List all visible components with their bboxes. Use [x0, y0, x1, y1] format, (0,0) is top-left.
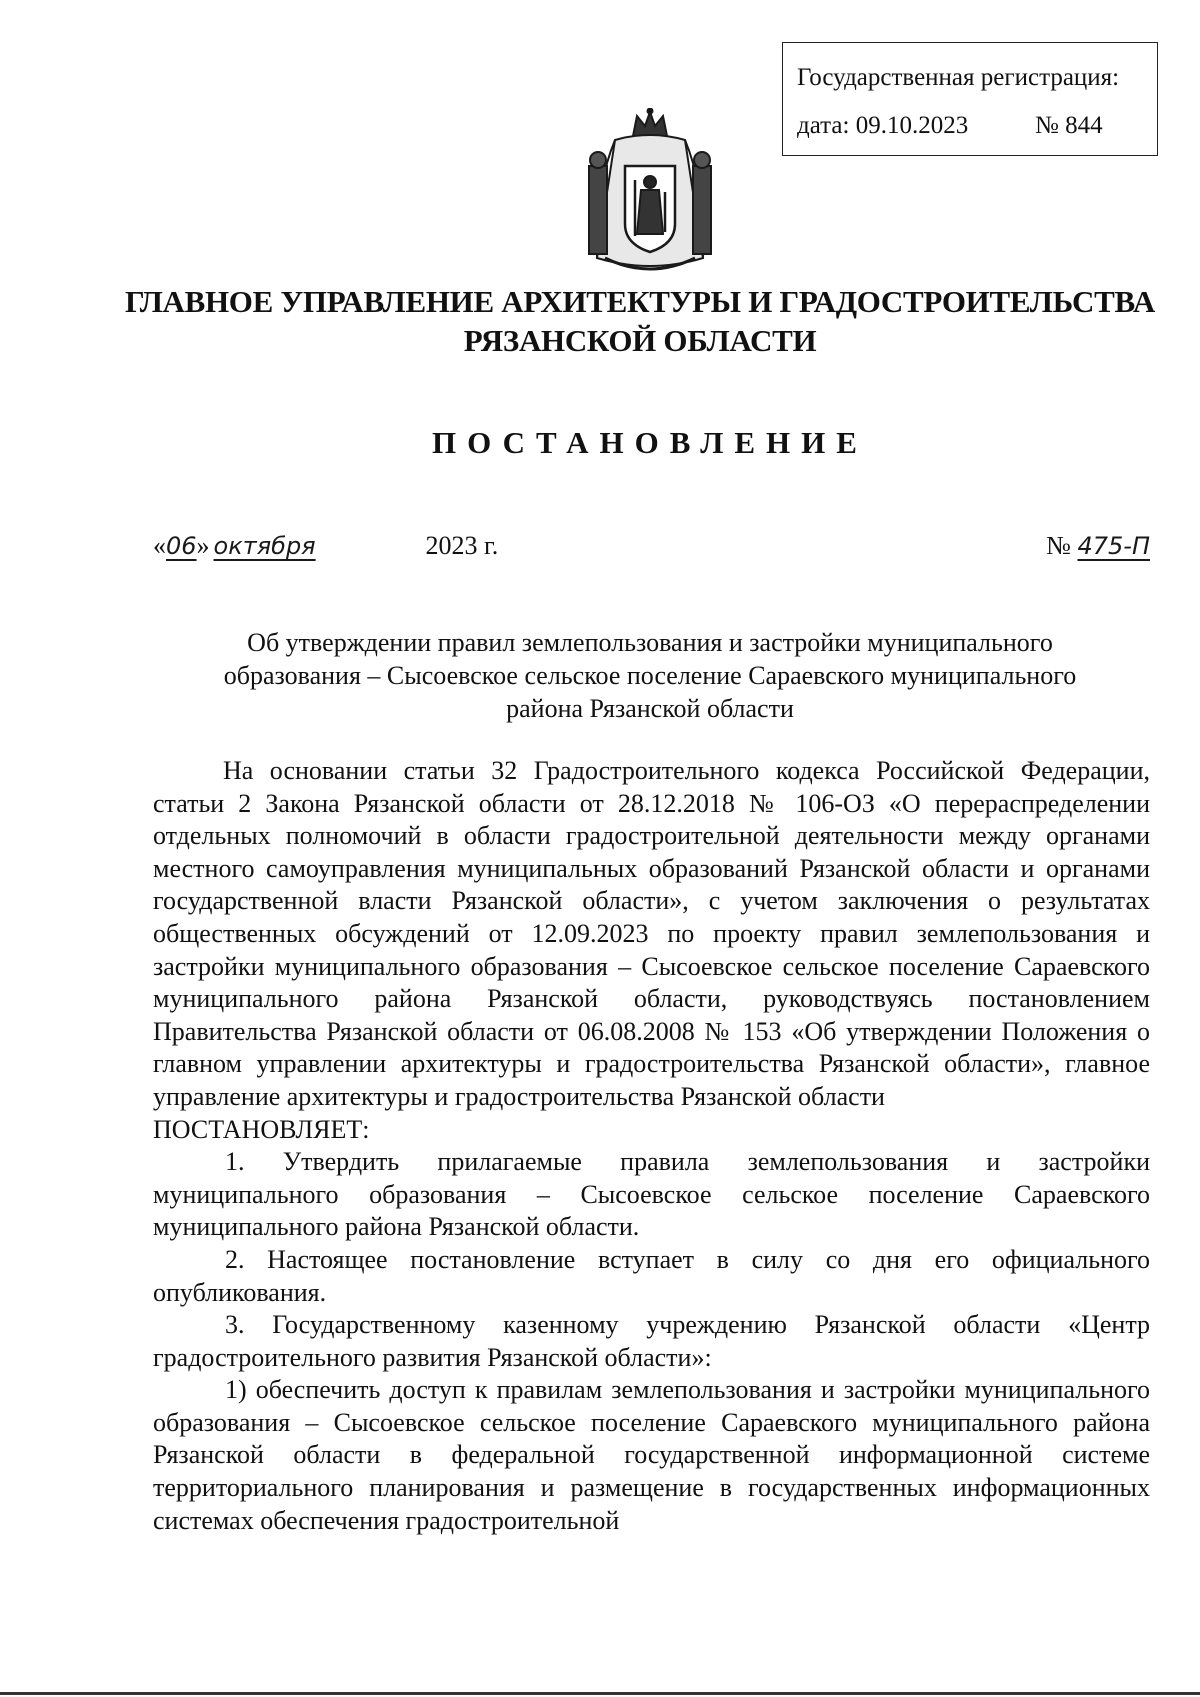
- subject-line-2: образования – Сысоевское сельское поселение Сараевского муниципального: [223, 661, 1077, 690]
- decree-word: ПОСТАНОВЛЯЕТ:: [153, 1114, 370, 1144]
- date-year: 2023 г.: [425, 531, 499, 560]
- subject-line-1: Об утверждении правил землепользования и застройки муниципального: [247, 628, 1053, 657]
- agency-line-1: ГЛАВНОЕ УПРАВЛЕНИЕ АРХИТЕКТУРЫ И ГРАДОСТРОИТЕЛЬСТВА: [124, 284, 1155, 319]
- subject-line-3: района Рязанской области: [506, 694, 794, 723]
- number-label: №: [1046, 531, 1071, 560]
- agency-line-2: РЯЗАНСКОЙ ОБЛАСТИ: [463, 323, 817, 358]
- page-bottom-edge: [0, 1692, 1200, 1695]
- preamble-paragraph: На основании статьи 32 Градостроительного кодекса Российской Федерации, статьи 2 Закона Рязанской области от 28.12.2018 № 106-ОЗ «О перераспределении отдельных полномочий в области градостроительной деятельности между органами местного самоуправления муниципальных образований Рязанской области и органами государственной власти Рязанской области», с учетом заключения о результатах общественных обсуждений от 12.09.2023 по проекту правил землепользования и застройки муниципального образования – Сысоевское сельское поселение Сараевского муниципального района Рязанской области, руководствуясь постановлением Правительства Рязанской области от 06.08.2008 № 153 «Об утверждении Положения о главном управлении архитектуры и градостроительства Рязанской области», главное управление архитектуры и градостроительства Рязанской области: [153, 756, 1150, 1111]
- item-3-subitem-1: 1) обеспечить доступ к правилам землепользования и застройки муниципального образования – Сысоевское сельское поселение Сараевского муниципального района Рязанской области в федеральной государственной информационной системе территориального планирования и размещение в государственных информационных системах обеспечения градостроительной: [153, 1375, 1150, 1535]
- registration-title: Государственная регистрация:: [797, 64, 1120, 91]
- date-close-quote: »: [196, 531, 210, 560]
- decree-number: [1046, 531, 1150, 561]
- registration-date: дата: 09.10.2023: [797, 112, 969, 139]
- document-body: [153, 755, 1150, 1537]
- document-type: ПОСТАНОВЛЕНИЕ: [432, 425, 868, 460]
- item-1: 1. Утвердить прилагаемые правила землепользования и застройки муниципального образования – Сысоевское сельское поселение Сараевского муниципального района Рязанской области.: [153, 1147, 1150, 1242]
- date-open-quote: «: [153, 531, 166, 560]
- registration-number: № 844: [1035, 112, 1103, 139]
- agency-name: [120, 282, 1160, 360]
- handwritten-day: 06: [166, 532, 197, 560]
- handwritten-number: 475-П: [1077, 532, 1150, 560]
- ryazan-coat-of-arms-icon: [575, 108, 725, 280]
- handwritten-month: октября: [213, 532, 316, 560]
- decree-date: [153, 531, 498, 561]
- registration-stamp: [782, 42, 1158, 156]
- document-subject: [150, 626, 1150, 725]
- item-3: 3. Государственному казенному учреждению Рязанской области «Центр градостроительного развития Рязанской области»:: [153, 1310, 1150, 1372]
- item-2: 2. Настоящее постановление вступает в силу со дня его официального опубликования.: [153, 1244, 1150, 1307]
